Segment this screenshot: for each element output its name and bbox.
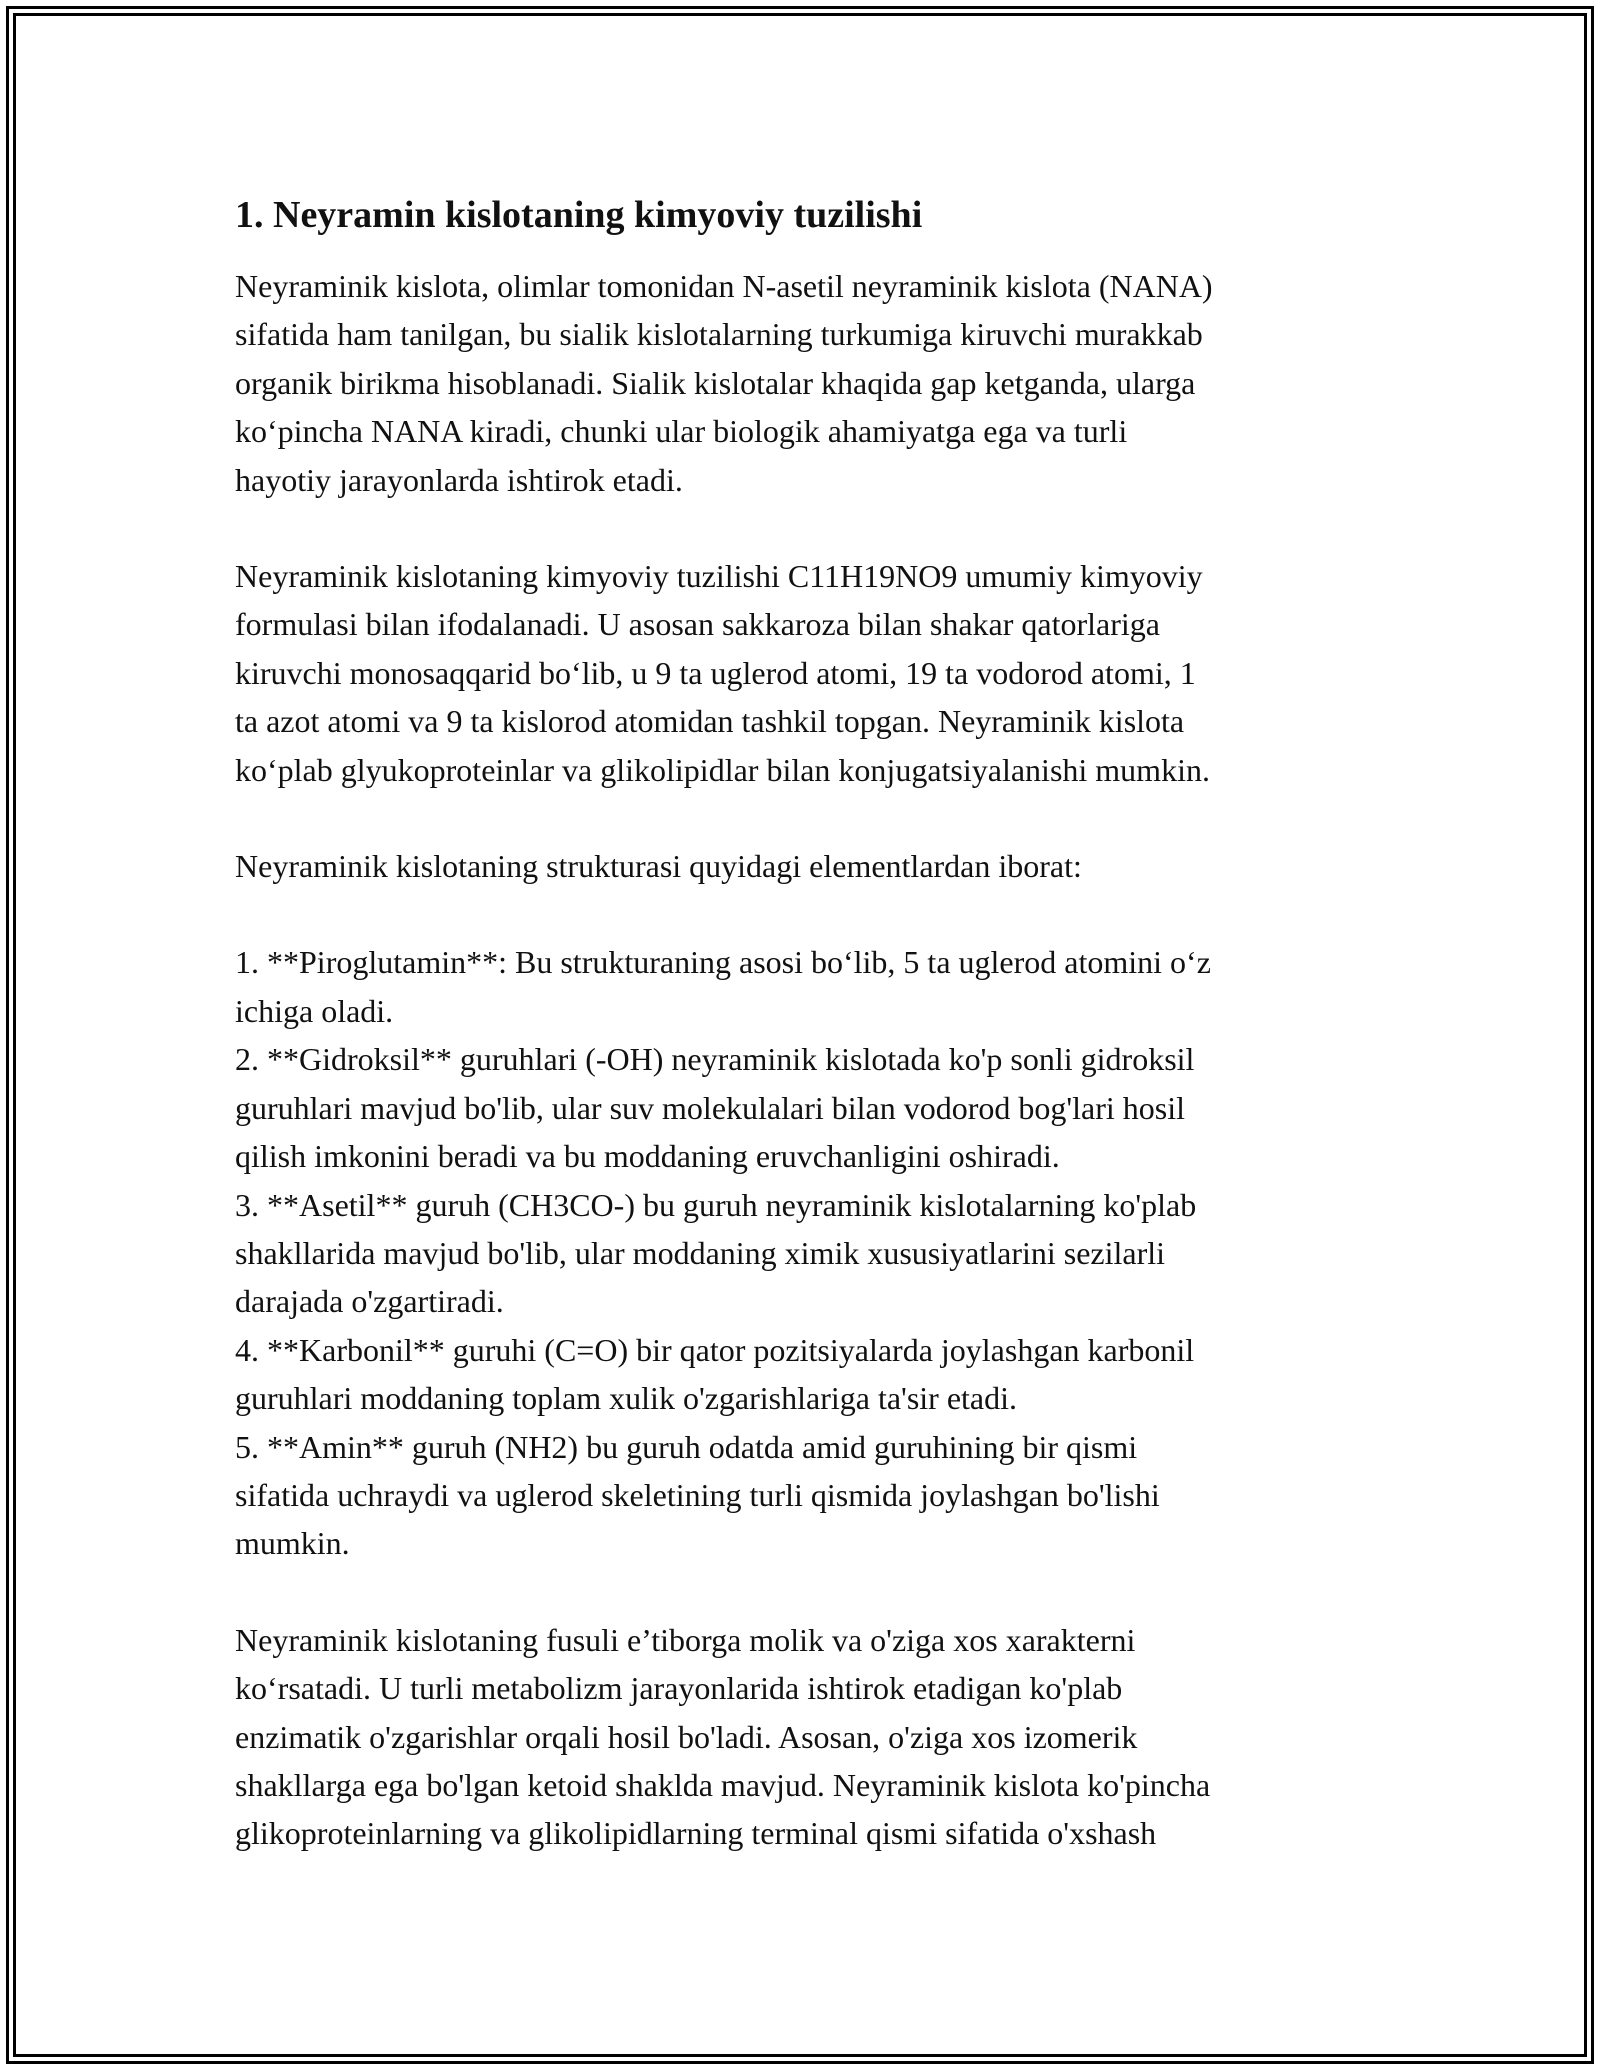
text-line: guruhlari mavjud bo'lib, ular suv molekulalari bilan vodorod bog'lari hosil: [235, 1089, 1186, 1126]
text-line: sifatida ham tanilgan, bu sialik kislotalarning turkumiga kiruvchi murakkab: [235, 316, 1203, 353]
text-line: Neyraminik kislotaning fusuli e’tiborga molik va o'ziga xos xarakterni: [235, 1621, 1136, 1658]
text-line: ko‘plab glyukoproteinlar va glikolipidlar bilan konjugatsiyalanishi mumkin.: [235, 751, 1210, 788]
text-line: organik birikma hisoblanadi. Sialik kislotalar khaqida gap ketganda, ularga: [235, 364, 1196, 401]
text-line: kiruvchi monosaqqarid bo‘lib, u 9 ta uglerod atomi, 19 ta vodorod atomi, 1: [235, 654, 1196, 691]
text-line: Neyraminik kislotaning strukturasi quyidagi elementlardan iborat:: [235, 848, 1082, 885]
text-line: mumkin.: [235, 1525, 350, 1562]
text-line: formulasi bilan ifodalanadi. U asosan sakkaroza bilan shakar qatorlariga: [235, 606, 1160, 643]
text-line: qilish imkonini beradi va bu moddaning eruvchanligini oshiradi.: [235, 1138, 1060, 1175]
text-line: ichiga oladi.: [235, 992, 394, 1029]
paragraph-function: [235, 1616, 1395, 1858]
text-line: Neyraminik kislotaning kimyoviy tuzilishi C11H19NO9 umumiy kimyoviy: [235, 558, 1203, 595]
text-line: 5. **Amin** guruh (NH2) bu guruh odatda amid guruhining bir qismi: [235, 1428, 1138, 1465]
text-line: sifatida uchraydi va uglerod skeletining turli qismida joylashgan bo'lishi: [235, 1476, 1160, 1513]
text-line: 2. **Gidroksil** guruhlari (-OH) neyraminik kislotada ko'p sonli gidroksil: [235, 1041, 1195, 1078]
paragraph-intro: [235, 262, 1395, 504]
paragraph-gap: [235, 890, 1395, 938]
text-line: guruhlari moddaning toplam xulik o'zgarishlariga ta'sir etadi.: [235, 1380, 1017, 1417]
text-line: 3. **Asetil** guruh (CH3CO-) bu guruh neyraminik kislotalarning ko'plab: [235, 1186, 1197, 1223]
text-line: ta azot atomi va 9 ta kislorod atomidan tashkil topgan. Neyraminik kislota: [235, 703, 1185, 740]
text-line: shakllarida mavjud bo'lib, ular moddaning ximik xususiyatlarini sezilarli: [235, 1234, 1166, 1271]
text-line: ko‘pincha NANA kiradi, chunki ular biologik ahamiyatga ega va turli: [235, 413, 1128, 450]
text-line: 4. **Karbonil** guruhi (C=O) bir qator pozitsiyalarda joylashgan karbonil: [235, 1331, 1195, 1368]
document-body: [235, 190, 1395, 1858]
text-line: hayotiy jarayonlarda ishtirok etadi.: [235, 461, 683, 498]
text-line: ko‘rsatadi. U turli metabolizm jarayonlarida ishtirok etadigan ko'plab: [235, 1670, 1123, 1707]
text-line: Neyraminik kislota, olimlar tomonidan N-asetil neyraminik kislota (NANA): [235, 268, 1213, 304]
text-line: darajada o'zgartiradi.: [235, 1283, 504, 1320]
paragraph-structure-intro: [235, 842, 1395, 890]
paragraph-formula: [235, 552, 1395, 794]
text-line: 1. **Piroglutamin**: Bu strukturaning asosi bo‘lib, 5 ta uglerod atomini o‘z: [235, 944, 1211, 981]
text-line: shakllarga ega bo'lgan ketoid shaklda mavjud. Neyraminik kislota ko'pincha: [235, 1766, 1211, 1803]
section-heading: 1. Neyramin kislotaning kimyoviy tuzilishi: [235, 194, 923, 236]
paragraph-gap: [235, 504, 1395, 552]
text-line: glikoproteinlarning va glikolipidlarning terminal qismi sifatida o'xshash: [235, 1815, 1157, 1852]
paragraph-gap: [235, 794, 1395, 842]
structure-element-list: [235, 938, 1395, 1567]
paragraph-gap: [235, 1568, 1395, 1616]
text-line: enzimatik o'zgarishlar orqali hosil bo'ladi. Asosan, o'ziga xos izomerik: [235, 1718, 1138, 1755]
